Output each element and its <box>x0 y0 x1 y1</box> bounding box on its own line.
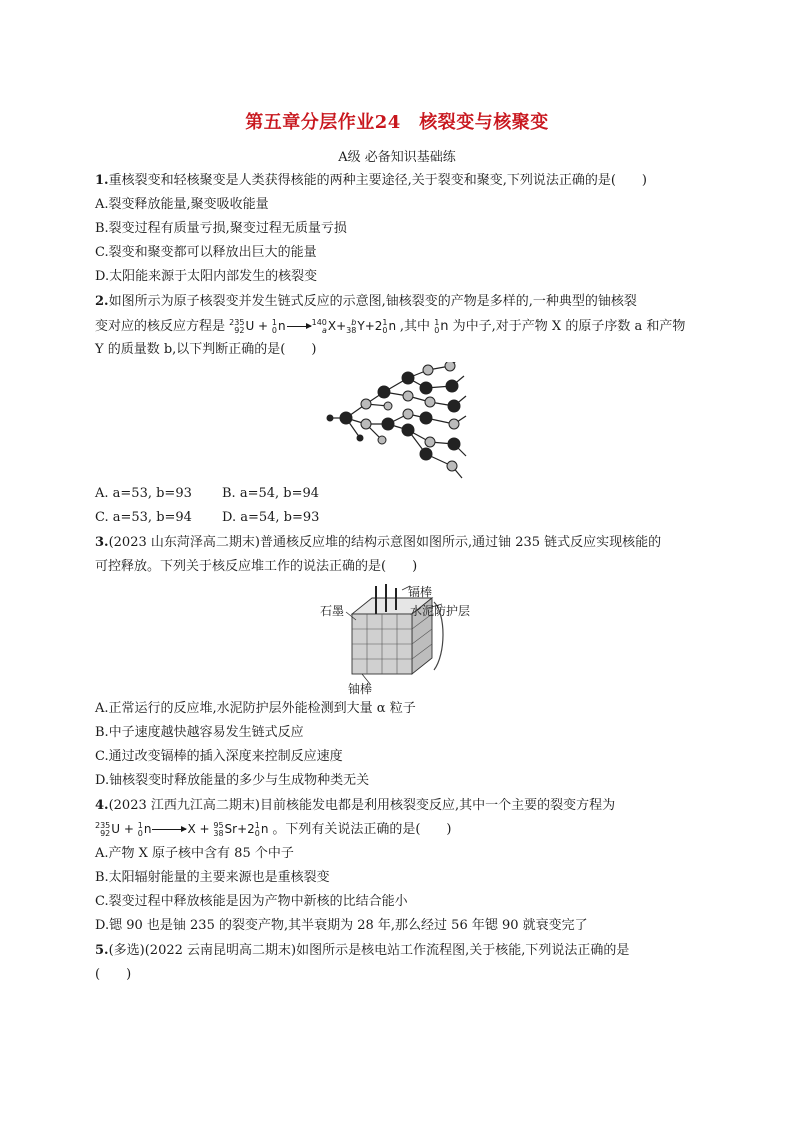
q4-option-a[interactable]: A.产物 X 原子核中含有 85 个中子 <box>95 846 294 861</box>
q1-text: 重核裂变和轻核聚变是人类获得核能的两种主要途径,关于裂变和聚变,下列说法正确的是( ) <box>108 173 647 188</box>
q2-option-b[interactable]: B. a=54, b=94 <box>222 486 320 501</box>
q4-option-c[interactable]: C.裂变过程中释放核能是因为产物中新核的比结合能小 <box>95 894 408 909</box>
q2-number: 2. <box>95 294 109 309</box>
q4-equation: 235 92 U + 1 0 n X + 95 38 Sr+2 1 0 n <box>95 820 273 838</box>
q2-option-a[interactable]: A. a=53, b=93 <box>95 486 192 501</box>
q5-number: 5. <box>95 943 109 958</box>
q2-stem-line3: Y 的质量数 b,以下判断正确的是( ) <box>95 342 317 357</box>
label-uranium-rod: 铀棒 <box>348 682 373 696</box>
q1-option-a[interactable]: A.裂变释放能量,聚变吸收能量 <box>95 197 269 212</box>
q2-text-1: 如图所示为原子核裂变并发生链式反应的示意图,铀核裂变的产物是多样的,一种典型的铀核裂 <box>108 294 637 309</box>
label-graphite: 石墨 <box>320 604 345 618</box>
q3-number: 3. <box>95 535 109 550</box>
label-cadmium-rod: 镉棒 <box>408 585 433 599</box>
q3-option-d[interactable]: D.铀核裂变时释放能量的多少与生成物种类无关 <box>95 773 370 788</box>
q2-stem-line2: 变对应的核反应方程是 235 92 U + 1 0 n 140 a X+ b 38 Y+2 1 0 n ,其中 1 0 n 为中子,对于产物 X 的原子序数 a 和产物 <box>95 317 686 335</box>
q2-text-2a: 变对应的核反应方程是 <box>95 319 226 334</box>
reactor-diagram <box>342 584 452 684</box>
q3-stem-line1 <box>95 534 661 552</box>
q1-stem <box>95 172 647 190</box>
q4-number: 4. <box>95 798 109 813</box>
q4-text-2: 。下列有关说法正确的是( ) <box>272 822 452 837</box>
page-title: 第五章分层作业24 核裂变与核聚变 <box>245 112 549 133</box>
q2-option-c[interactable]: C. a=53, b=94 <box>95 510 192 525</box>
q5-stem-line1 <box>95 942 629 960</box>
q4-stem-line2 <box>95 820 451 839</box>
q2-text-2c: 为中子,对于产物 X 的原子序数 a 和产物 <box>452 319 686 334</box>
q2-equation: 235 92 U + 1 0 n 140 a X+ b 38 Y+2 1 0 n <box>229 317 400 335</box>
q1-option-b[interactable]: B.裂变过程有质量亏损,聚变过程无质量亏损 <box>95 221 347 236</box>
chain-reaction-diagram <box>322 362 482 482</box>
q3-option-b[interactable]: B.中子速度越快越容易发生链式反应 <box>95 725 304 740</box>
q5-stem-line2: ( ) <box>95 967 132 982</box>
q4-option-b[interactable]: B.太阳辐射能量的主要来源也是重核裂变 <box>95 870 330 885</box>
q3-option-a[interactable]: A.正常运行的反应堆,水泥防护层外能检测到大量 α 粒子 <box>95 701 416 716</box>
q2-option-d[interactable]: D. a=54, b=93 <box>222 510 320 525</box>
q3-text-1: (2023 山东菏泽高二期末)普通核反应堆的结构示意图如图所示,通过铀 235 链式反应实现核能的 <box>108 535 662 550</box>
q2-stem-line1 <box>95 293 637 311</box>
q3-stem-line2: 可控释放。下列关于核反应堆工作的说法正确的是( ) <box>95 559 418 574</box>
q1-option-d[interactable]: D.太阳能来源于太阳内部发生的核裂变 <box>95 269 318 284</box>
q5-text-1: (多选)(2022 云南昆明高二期末)如图所示是核电站工作流程图,关于核能,下列说法正确的是 <box>108 943 630 958</box>
q4-text-1: (2023 江西九江高二期末)目前核能发电都是利用核裂变反应,其中一个主要的裂变方程为 <box>108 798 616 813</box>
q3-option-c[interactable]: C.通过改变镉棒的插入深度来控制反应速度 <box>95 749 343 764</box>
q4-stem-line1 <box>95 797 615 815</box>
q2-text-2b: ,其中 <box>399 319 431 334</box>
q1-option-c[interactable]: C.裂变和聚变都可以释放出巨大的能量 <box>95 245 317 260</box>
q1-number: 1. <box>95 173 109 188</box>
label-cement-layer: 水泥防护层 <box>410 604 471 618</box>
section-heading: A级 必备知识基础练 <box>338 150 456 165</box>
q4-option-d[interactable]: D.锶 90 也是铀 235 的裂变产物,其半衰期为 28 年,那么经过 56 年锶 90 就衰变完了 <box>95 918 588 933</box>
